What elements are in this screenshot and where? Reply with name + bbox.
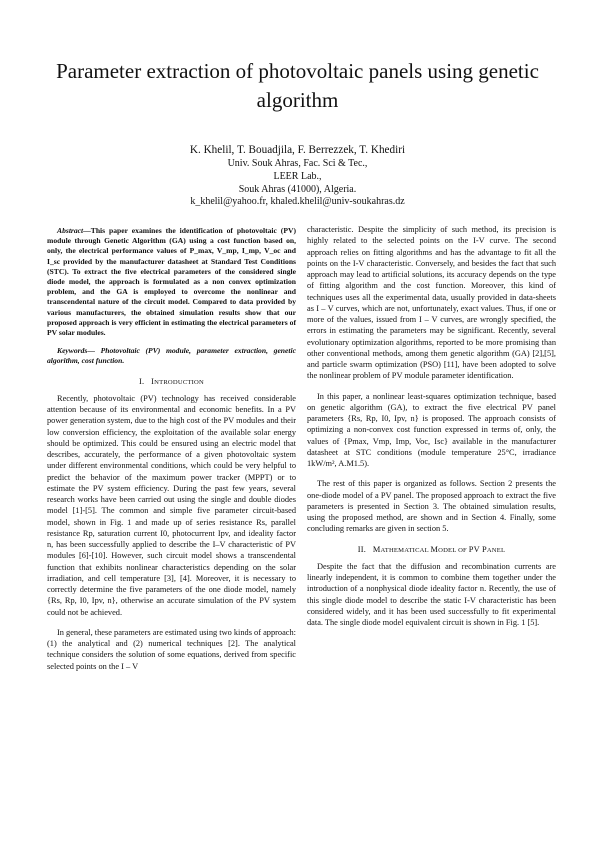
author-email: k_khelil@yahoo.fr, khaled.khelil@univ-soukahras.dz [190,196,405,208]
intro-paragraph-5: The rest of this paper is organized as follows. Section 2 presents the one-diode model of a PV panel. The proposed approach to extract the five parameters is presented in Section 3. The obtained simulation results, using the proposed method, are shown and in Section 4. Finally, some concluding remarks are given in section 5. [307,479,556,534]
paper-title: Parameter extraction of photovoltaic panels using genetic algorithm [56,59,539,112]
right-column [307,224,556,628]
author-names: K. Khelil, T. Bouadjila, F. Berrezzek, T. Khediri [189,144,406,156]
section-heading-model: II. MATHEMATICAL MODEL OF PV PANEL [357,544,506,554]
intro-paragraph-3: characteristic. Despite the simplicity of such method, its precision is highly related to the selected points on the I-V curve. The second approach relies on fitting algorithms and has the advantage to fit all the points on the I-V characteristic. Conversely, and besides the fact that such approach may lead to artificial solutions, its accuracy depends on the type of fitting algorithm and the cost function. Moreover, this kind of techniques uses all the experimental data, usually provided in data-sheets as I – V curves, which are not, unfortunately, exact values. Thus, if one or more of the values, issued from I – V curves, are wrongly specified, the errors in estimating the parameters may be significant. Recently, several evolutionary optimization algorithms, reported to be more promising than other conventional methods, among them genetic algorithm (GA) [2],[5], and particle swarm optimization (PSO) [11], have been adopted to solve the nonlinear problem of PV module parameter identification. [307,225,556,381]
abstract-text: —This paper examines the identification of photovoltaic (PV) module through Genetic Algorithm (GA) using a cost function based on, only, the electrical performance values of P_max, V_mp, I_mp, V_oc and I_sc provided by the manufacturer datasheet at Standard Test Conditions (STC). To extract the five electrical parameters of the considered single diode model, the approach is formulated as a non convex optimization problem, and the GA is employed to overcome the nonlinear and transcendental nature of the circuit model. Compared to data provided by various manufacturers, the obtained simulation results show that our proposed approach is very efficient in estimating the electrical parameters of PV solar modules. [47,226,296,338]
abstract [47,226,296,338]
section-heading-introduction: I. INTRODUCTION [139,376,204,386]
intro-paragraph-2: In general, these parameters are estimated using two kinds of approach: (1) the analytical and (2) numerical techniques [2]. The analytical technique considers the solution of some equations, derived from specific selected points on the I – V [47,627,296,671]
intro-paragraph-4: In this paper, a nonlinear least-squares optimization technique, based on genetic algorithm (GA), to extract the five electrical PV panel parameters {Rs, Rp, I0, Ipv, n} is proposed. The approach consists of optimizing a non-convex cost function expressed in terms of, only, the values of {Pmax, Vmp, Imp, Voc, Isc} available in the manufacturer datasheet at STC conditions (module temperature 25°C, irradiance 1kW/m², A.M1.5). [307,391,556,468]
left-column [47,226,296,672]
affiliation-line-1: Univ. Souk Ahras, Fac. Sci & Tec., [227,158,368,169]
abstract-label: Abstract [57,226,84,235]
affiliation-line-2: LEER Lab., [273,170,322,182]
affiliation-line-3: Souk Ahras (41000), Algeria. [238,183,357,195]
author-block [60,143,535,209]
keywords: Keywords— Photovoltaic (PV) module, parameter extraction, genetic algorithm, cost function. [47,346,296,366]
intro-paragraph-1: Recently, photovoltaic (PV) technology has received considerable attention because of its environmental and economic benefits. In a PV power generation system, due to the high cost of the PV modules and their low conversion efficiency, the exploitation of the available solar energy should be optimized. This could be ensured using an electric model that describes, accurately, the performance of a given photovoltaic system under different environmental conditions, which could be very helpful to predict the behavior of the maximum power tracker (MPPT) or to estimate the PV system efficiency. During the past few years, several research works have been carried out using the single and double diodes model [1]-[5]. The common and simple five parameter circuit-based model, shown in Fig. 1 and made up of series resistance Rs, parallel resistance Rp, saturation current I0, photocurrent Ipv, and ideality factor n, has been successfully applied to describe the I–V characteristic of PV modules [6]-[10]. However, such circuit model shows a transcendental function that exhibits nonlinear characteristics depending on the solar irradiation, and cell temperature [3], [4]. Moreover, it is necessary to correctly determine the five parameters of the one diode model, namely {Rs, Rp, I0, Ipv, n}, otherwise an accurate simulation of the PV system could not be achieved. [47,393,296,617]
model-paragraph-1: Despite the fact that the diffusion and recombination currents are linearly independent, it is common to combine them together under the introduction of a nonphysical diode ideality factor n. Recently, the use of this single diode model to describe the static I-V characteristic has been considered widely, and it has been used successfully to fit experimental data. The single diode model equivalent circuit is shown in Fig. 1 [5]. [307,561,556,627]
